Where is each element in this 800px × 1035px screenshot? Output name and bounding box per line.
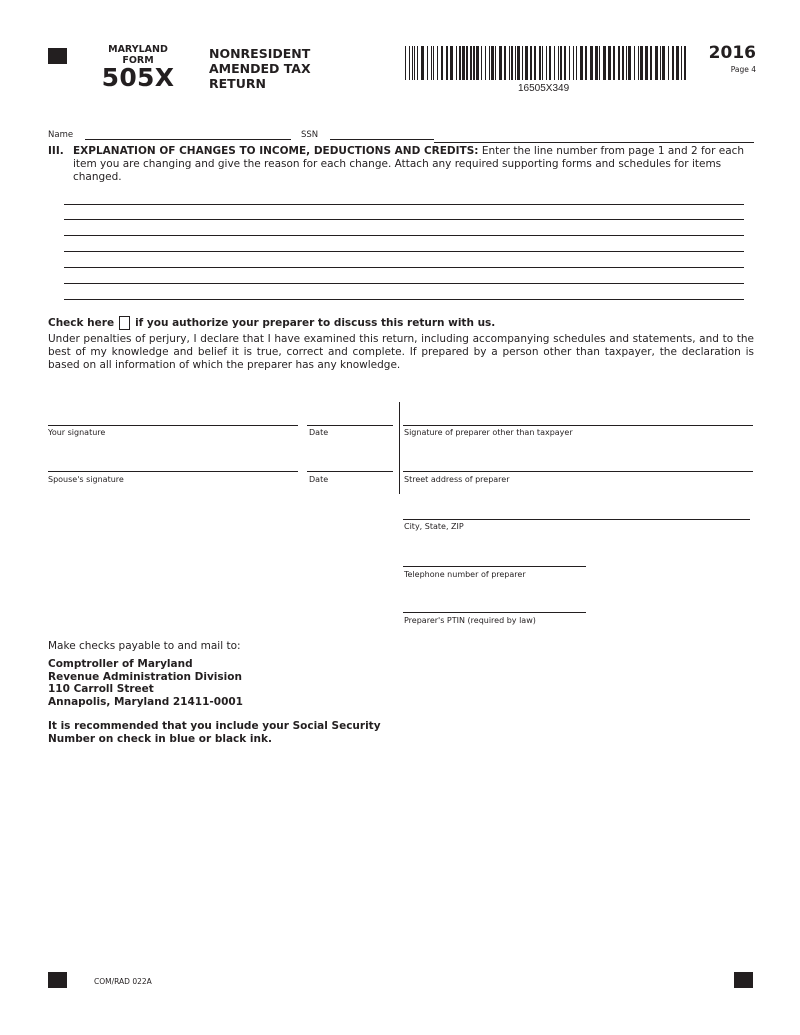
page-number: Page 4 [730, 65, 756, 74]
mailing-intro: Make checks payable to and mail to: [48, 640, 241, 652]
barcode-bar [684, 46, 686, 80]
check-here-label: Check here [48, 317, 115, 329]
barcode-bar [525, 46, 528, 80]
spouse-signature-label: Spouse's signature [48, 475, 124, 484]
mailing-address-line-4: Annapolis, Maryland 21411-0001 [48, 696, 243, 709]
your-signature-line[interactable] [48, 425, 298, 426]
barcode-bar [405, 46, 406, 80]
preparer-authorization [48, 316, 495, 330]
barcode-bar [473, 46, 475, 80]
barcode-bar [433, 46, 434, 80]
barcode-bar [603, 46, 606, 80]
section-iii-heading [48, 145, 754, 184]
explanation-line-6[interactable] [64, 283, 744, 284]
section-number: III. [48, 145, 64, 157]
explanation-line-7[interactable] [64, 299, 744, 300]
barcode-bar [546, 46, 547, 80]
explanation-line-4[interactable] [64, 251, 744, 252]
explanation-line-1[interactable] [64, 204, 744, 205]
signature-divider [399, 402, 400, 494]
barcode-bar [645, 46, 648, 80]
barcode-bar [608, 46, 611, 80]
barcode-bar [491, 46, 494, 80]
spouse-signature-line[interactable] [48, 471, 298, 472]
barcode-bar [549, 46, 551, 80]
barcode-bar [638, 46, 639, 80]
form-word: FORM [122, 55, 154, 66]
date-1-label: Date [309, 428, 329, 437]
barcode-bar [634, 46, 635, 80]
barcode-bar [618, 46, 620, 80]
barcode-bar [599, 46, 600, 80]
form-number: 505X [101, 63, 175, 92]
recommendation-line-2: Number on check in blue or black ink. [48, 733, 272, 745]
barcode-bar [441, 46, 443, 80]
form-code: COM/RAD 022A [94, 977, 152, 986]
ssn-recommendation [48, 720, 381, 746]
name-field[interactable] [85, 139, 291, 140]
barcode-bar [421, 46, 424, 80]
ssn-label: SSN [301, 130, 319, 140]
barcode-bar [554, 46, 555, 80]
barcode-bar [534, 46, 536, 80]
barcode-bar [672, 46, 674, 80]
barcode-bar [504, 46, 506, 80]
date-1-line[interactable] [307, 425, 393, 426]
preparer-street-line[interactable] [403, 471, 753, 472]
perjury-declaration: Under penalties of perjury, I declare that I have examined this return, including accompanying schedules and statements, and to the best of my knowledge and belief it is true, correct and complete. If prepared by a person other than taxpayer, the declaration is based on all information of which the preparer has any knowledge. [48, 333, 754, 371]
barcode-bar [573, 46, 574, 80]
barcode-bar [660, 46, 661, 80]
preparer-ptin-line[interactable] [403, 612, 586, 613]
barcode-bar [613, 46, 615, 80]
barcode-bar [511, 46, 513, 80]
mailing-address-line-2: Revenue Administration Division [48, 670, 242, 683]
barcode-bar [515, 46, 516, 80]
preparer-phone-line[interactable] [403, 566, 586, 567]
barcode-bar [437, 46, 438, 80]
barcode-bar [476, 46, 479, 80]
barcode-bar [662, 46, 665, 80]
barcode-bar [459, 46, 461, 80]
barcode-bar [417, 46, 418, 80]
barcode-bar [668, 46, 669, 80]
form-title-line-2: AMENDED TAX [209, 61, 311, 76]
barcode-bar [522, 46, 523, 80]
barcode-bar [517, 46, 520, 80]
explanation-line-3[interactable] [64, 235, 744, 236]
barcode-bar [481, 46, 482, 80]
preparer-authorization-checkbox[interactable] [119, 316, 130, 330]
barcode-bar [595, 46, 598, 80]
date-2-label: Date [309, 475, 329, 484]
registration-mark-top-left [48, 48, 67, 64]
barcode-bar [509, 46, 510, 80]
barcode-bar [558, 46, 559, 80]
barcode-bar [470, 46, 472, 80]
barcode-bar [622, 46, 624, 80]
section-instruction-1: Enter the line number from page 1 and 2 for each [481, 145, 745, 157]
barcode-bar [585, 46, 587, 80]
barcode-bar [539, 46, 541, 80]
preparer-signature-label: Signature of preparer other than taxpayer [404, 428, 573, 437]
date-2-line[interactable] [307, 471, 393, 472]
your-signature-label: Your signature [48, 428, 106, 437]
name-label: Name [48, 130, 74, 140]
barcode-image [405, 46, 688, 80]
barcode-bar [650, 46, 652, 80]
mailing-address-line-3: 110 Carroll Street [48, 683, 154, 696]
barcode-bar [409, 46, 410, 80]
barcode-bar [462, 46, 465, 80]
recommendation-line-1: It is recommended that you include your Social Security [48, 720, 381, 732]
barcode-bar [655, 46, 658, 80]
form-title-line-3: RETURN [209, 76, 266, 91]
barcode-bar [495, 46, 496, 80]
preparer-city-label: City, State, ZIP [404, 522, 464, 531]
barcode-bar [628, 46, 631, 80]
barcode-bar [499, 46, 502, 80]
barcode-bar [466, 46, 468, 80]
barcode-bar [414, 46, 415, 80]
explanation-line-2[interactable] [64, 219, 744, 220]
preparer-street-label: Street address of preparer [404, 475, 510, 484]
registration-mark-bottom-right [734, 972, 753, 988]
barcode-bar [590, 46, 593, 80]
barcode-bar [569, 46, 570, 80]
explanation-line-5[interactable] [64, 267, 744, 268]
tax-year: 2016 [708, 43, 756, 63]
barcode-bar [446, 46, 448, 80]
preparer-ptin-label: Preparer's PTIN (required by law) [404, 616, 536, 625]
barcode-bar [564, 46, 566, 80]
barcode-bar [427, 46, 428, 80]
barcode-bar [626, 46, 627, 80]
barcode-bar [580, 46, 583, 80]
barcode-bar [640, 46, 643, 80]
barcode-bar [450, 46, 453, 80]
mailing-address-line-1: Comptroller of Maryland [48, 658, 193, 670]
barcode-bar [485, 46, 486, 80]
barcode-bar [681, 46, 682, 80]
barcode-number: 16505X349 [518, 83, 570, 94]
preparer-signature-line[interactable] [403, 425, 753, 426]
barcode-bar [431, 46, 432, 80]
ssn-field[interactable] [330, 139, 434, 140]
barcode-bar [676, 46, 679, 80]
registration-mark-bottom-left [48, 972, 67, 988]
barcode-bar [412, 46, 413, 80]
barcode-bar [489, 46, 490, 80]
preparer-phone-label: Telephone number of preparer [404, 570, 526, 579]
preparer-city-line[interactable] [403, 519, 750, 520]
form-title [209, 46, 311, 91]
header-rule [434, 142, 754, 143]
barcode-bar [576, 46, 577, 80]
section-title: EXPLANATION OF CHANGES TO INCOME, DEDUCTIONS AND CREDITS: [73, 145, 479, 157]
check-here-text: if you authorize your preparer to discuss this return with us. [135, 317, 496, 329]
barcode-bar [530, 46, 532, 80]
barcode-bar [456, 46, 457, 80]
barcode-bar [542, 46, 543, 80]
section-instruction-2: item you are changing and give the reason for each change. Attach any required supporting forms and schedules for items changed. [73, 158, 722, 183]
barcode-bar [560, 46, 562, 80]
state-label: MARYLAND [108, 44, 168, 55]
mailing-address [48, 658, 243, 709]
form-title-line-1: NONRESIDENT [209, 46, 311, 61]
